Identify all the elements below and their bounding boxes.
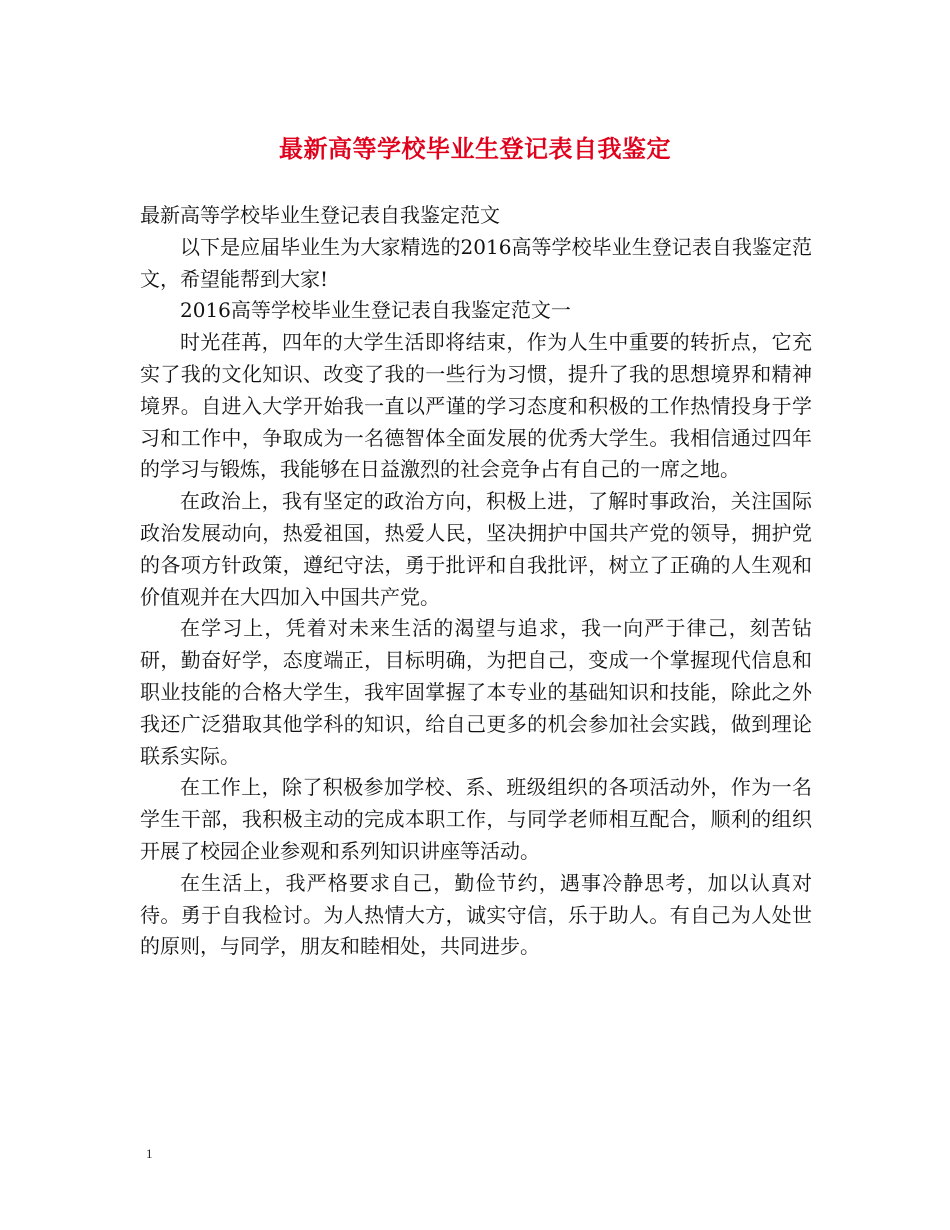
document-title: 最新高等学校毕业生登记表自我鉴定 — [279, 135, 671, 163]
page-number: 1 — [146, 1146, 153, 1161]
paragraph-life: 在生活上，我严格要求自己，勤俭节约，遇事冷静思考，加以认真对待。勇于自我检讨。为人热情大方，诚实守信，乐于助人。有自己为人处世的原则，与同学，朋友和睦相处，共同进步。 — [140, 870, 812, 959]
paragraph-politics: 在政治上，我有坚定的政治方向，积极上进，了解时事政治，关注国际政治发展动向，热爱祖国，热爱人民，坚决拥护中国共产党的领导，拥护党的各项方针政策，遵纪守法，勇于批评和自我批评，树立了正确的人生观和价值观并在大四加入中国共产党。 — [140, 489, 812, 609]
document-body — [140, 200, 812, 963]
paragraph-study: 在学习上，凭着对未来生活的渴望与追求，我一向严于律己，刻苦钻研，勤奋好学，态度端正，目标明确，为把自己，变成一个掌握现代信息和职业技能的合格大学生，我牢固掌握了本专业的基础知识和技能，除此之外我还广泛猎取其他学科的知识，给自己更多的机会参加社会实践，做到理论联系实际。 — [140, 616, 812, 768]
paragraph-heading-sample-one: 2016高等学校毕业生登记表自我鉴定范文一 — [180, 298, 571, 323]
paragraph-intro: 以下是应届毕业生为大家精选的2016高等学校毕业生登记表自我鉴定范文，希望能帮到大家! — [140, 234, 812, 291]
paragraph-subtitle: 最新高等学校毕业生登记表自我鉴定范文 — [140, 203, 500, 227]
paragraph-work: 在工作上，除了积极参加学校、系、班级组织的各项活动外，作为一名学生干部，我积极主动的完成本职工作，与同学老师相互配合，顺利的组织开展了校园企业参观和系列知识讲座等活动。 — [140, 775, 812, 863]
paragraph-opening: 时光荏苒，四年的大学生活即将结束，作为人生中重要的转折点，它充实了我的文化知识、改变了我的一些行为习惯，提升了我的思想境界和精神境界。自进入大学开始我一直以严谨的学习态度和积极的工作热情投身于学习和工作中，争取成为一名德智体全面发展的优秀大学生。我相信通过四年的学习与锻炼，我能够在日益激烈的社会竞争占有自己的一席之地。 — [140, 330, 812, 482]
